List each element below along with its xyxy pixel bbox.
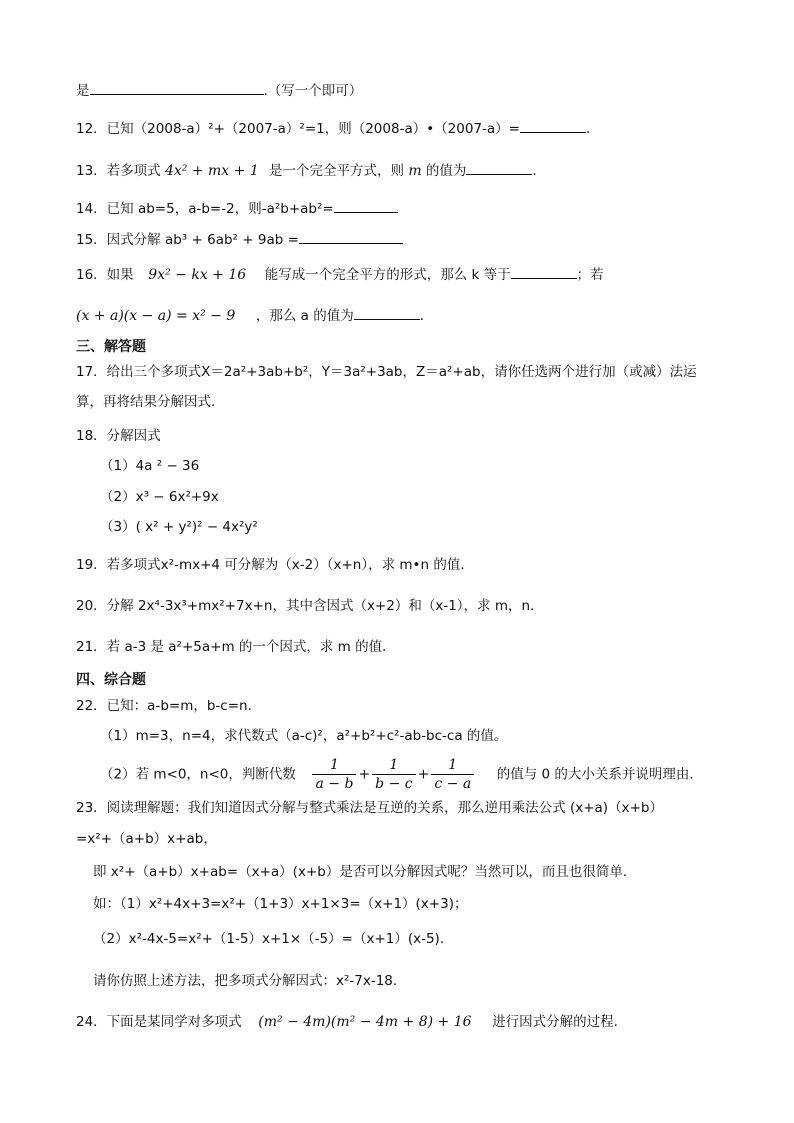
question-13: 13．若多项式 4x² + mx + 1 是一个完全平方式，则 m 的值为 . [76,160,734,181]
question-19: 19．若多项式x²-mx+4 可分解为（x-2）（x+n），求 m•n 的值． [76,557,474,573]
fraction-1: $\frac{1}{a - b}$ [312,756,356,793]
q24-expression: (m² − 4m)(m² − 4m + 8) + 16 [258,1014,472,1030]
question-17: 17．给出三个多项式X＝2a²+3ab+b²，Y＝3a²+3ab，Z＝a²+ab，请你任选两个进行加（或减）法运 [76,364,697,380]
fraction-3: $\frac{1}{c - a}$ [431,756,474,793]
q18-part-3: （3）( x² + y²)² − 4x²y² [100,519,258,535]
question-23-cont: =x²+（a+b）x+ab， [76,831,217,847]
q13-expression: 4x² + mx + 1 [164,163,259,179]
q11-tail: 是 .（写一个即可） [76,80,734,101]
q23-explain: 即 x²+（a+b）x+ab=（x+a）(x+b）是否可以分解因式呢？当然可以，而且也很简单． [93,864,637,880]
question-23: 23．阅读理解题：我们知道因式分解与整式乘法是互逆的关系，那么逆用乘法公式 (x+a)（x+b） [76,800,663,816]
section-heading-4: 四、综合题 [76,672,146,688]
question-16: 16．如果 9x² − kx + 16 能写成一个完全平方的形式，那么 k 等于 ；若 [76,264,734,285]
question-14: 14．已知 ab=5，a-b=-2，则-a²b+ab²= [76,198,734,219]
q18-part-2: （2）x³ − 6x²+9x [100,489,219,505]
question-22: 22．已知：a-b=m，b-c=n． [76,698,262,714]
q22-part-1: （1）m=3，n=4，求代数式（a-c)²，a²+b²+c²-ab-bc-ca 的值。 [100,728,508,744]
question-17-cont: 算，再将结果分解因式． [76,394,225,410]
q16-expression: 9x² − kx + 16 [148,267,247,283]
question-21: 21．若 a-3 是 a²+5a+m 的一个因式，求 m 的值． [76,639,396,655]
section-heading-3: 三、解答题 [76,339,146,355]
answer-blank [299,229,403,244]
answer-blank [511,264,577,279]
q23-example-1: 如：（1）x²+4x+3=x²+（1+3）x+1×3=（x+1）(x+3)； [93,896,468,912]
fraction-2: $\frac{1}{b - c}$ [372,756,415,793]
question-18: 18．分解因式 [76,428,161,444]
question-15: 15．因式分解 ab³ + 6ab² + 9ab = [76,229,734,250]
answer-blank [466,160,532,175]
q18-part-1: （1）4a ² − 36 [100,458,200,474]
answer-blank [520,118,586,133]
answer-blank [90,80,264,95]
question-20: 20．分解 2x⁴-3x³+mx²+7x+n，其中含因式（x+2）和（x-1），求 m，n． [76,598,544,614]
question-24: 24．下面是某同学对多项式 (m² − 4m)(m² − 4m + 8) + 16 进行因式分解的过程. [76,1014,618,1030]
answer-blank [334,198,398,213]
question-12: 12．已知（2008-a）²+（2007-a）²=1，则（2008-a）•（2007-a）= ． [76,118,734,139]
question-16-cont: (x + a)(x − a) = x² − 9 ，那么 a 的值为 ． [76,305,734,326]
q22-part-2: （2）若 m<0，n<0，判断代数 $\frac{1}{a - b}$ + $\frac{1}{b - c}$ + $\frac{1}{c - a}$ 的值与 0 的大小关系并说明理由． [100,757,703,792]
q23-task: 请你仿照上述方法，把多项式分解因式：x²-7x-18． [93,973,407,989]
q23-example-2: （2）x²-4x-5=x²+（1-5）x+1×（-5）=（x+1）(x-5). [93,931,445,947]
answer-blank [354,305,420,320]
q16-equation: (x + a)(x − a) = x² − 9 [76,308,236,324]
